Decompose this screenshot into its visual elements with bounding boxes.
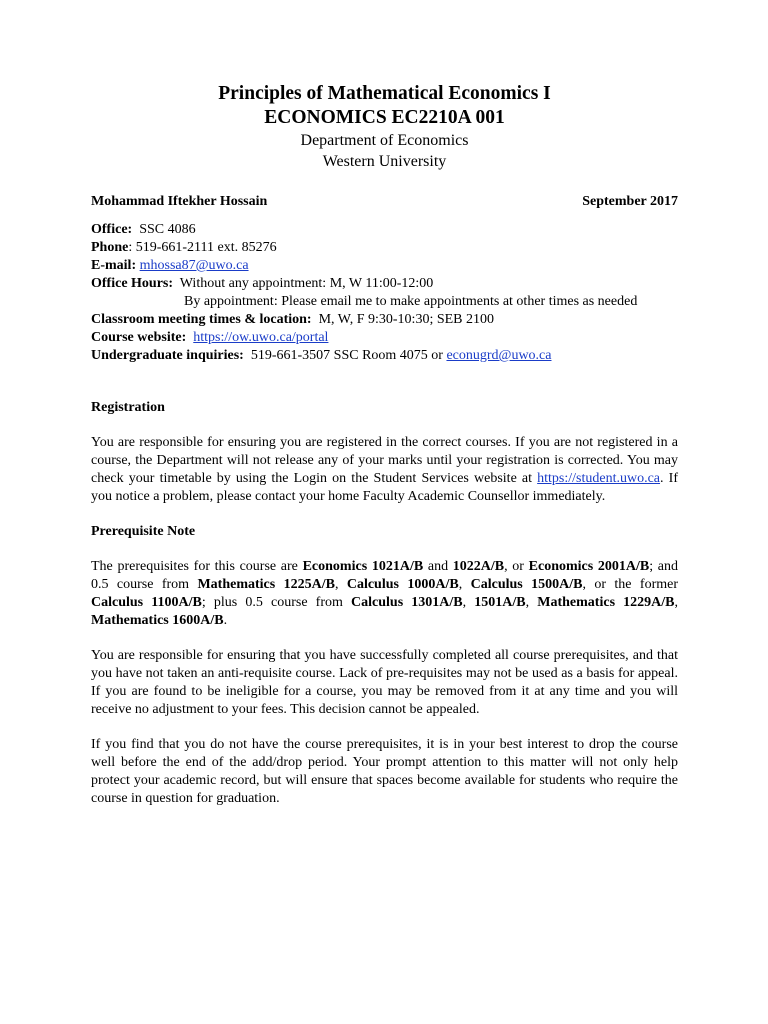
office-hours-label: Office Hours: bbox=[91, 276, 174, 291]
website-link[interactable]: https://ow.uwo.ca/portal bbox=[193, 330, 329, 345]
prerequisite-text: , bbox=[525, 595, 538, 610]
author-row bbox=[91, 193, 678, 211]
prerequisite-drop-paragraph: If you find that you do not have the course prerequisites, it is in your best interest to drop the course well before the end of the add/drop period. Your prompt attention to this matter will not only help protect your academic record, but will ensure that spaces become available for students who require the course in question for graduation. bbox=[91, 737, 678, 806]
inquiries-line bbox=[91, 347, 678, 365]
prerequisite-paragraph bbox=[91, 558, 678, 630]
prerequisite-text: , bbox=[458, 577, 471, 592]
phone-label: Phone bbox=[91, 240, 129, 255]
prerequisite-text: , or the former bbox=[582, 577, 679, 592]
website-line bbox=[91, 329, 678, 347]
prerequisite-text: ; plus 0.5 course from bbox=[201, 595, 352, 610]
course-code-reference: Mathematics 1225A/B bbox=[197, 577, 335, 592]
course-code-reference: Calculus 1000A/B bbox=[346, 577, 459, 592]
email-label: E-mail: bbox=[91, 258, 137, 273]
prerequisite-text: The prerequisites for this course are bbox=[91, 559, 303, 574]
prerequisite-heading: Prerequisite Note bbox=[91, 524, 196, 539]
email-link[interactable]: mhossa87@uwo.ca bbox=[139, 258, 249, 273]
prerequisite-text: . bbox=[223, 613, 228, 628]
website-label: Course website: bbox=[91, 330, 187, 345]
inquiries-email-link[interactable]: econugrd@uwo.ca bbox=[446, 348, 552, 363]
classroom-line bbox=[91, 311, 678, 329]
contact-info bbox=[91, 221, 678, 365]
registration-heading: Registration bbox=[91, 400, 165, 415]
registration-paragraph bbox=[91, 434, 678, 506]
prerequisite-text: and bbox=[423, 559, 453, 574]
department-name: Department of Economics bbox=[300, 132, 469, 149]
instructor-name: Mohammad Iftekher Hossain bbox=[91, 194, 268, 209]
course-code-reference: Economics 2001A/B bbox=[528, 559, 650, 574]
university-name: Western University bbox=[322, 153, 447, 170]
course-code-reference: Mathematics 1229A/B bbox=[537, 595, 675, 610]
office-hours-line bbox=[91, 275, 678, 293]
course-title: Principles of Mathematical Economics I bbox=[218, 83, 551, 104]
prerequisite-text: , bbox=[334, 577, 347, 592]
inquiries-value: 519-661-3507 SSC Room 4075 or bbox=[250, 348, 443, 363]
prerequisite-text: ; and 0.5 course from bbox=[91, 559, 679, 592]
office-hours-value: Without any appointment: M, W 11:00-12:00 bbox=[179, 276, 434, 291]
phone-line bbox=[91, 239, 678, 257]
registration-text-a: You are responsible for ensuring you are registered in the correct courses. If you are not registered in a course, the Department will not release any of your marks until your registration is corrected. You may check your timetable by using the Login on the Student Services website at bbox=[91, 435, 678, 486]
course-code-reference: Mathematics 1600A/B bbox=[91, 613, 224, 628]
email-line bbox=[91, 257, 678, 275]
course-code-reference: Calculus 1301A/B bbox=[351, 595, 463, 610]
course-code-reference: 1022A/B bbox=[452, 559, 505, 574]
office-value: SSC 4086 bbox=[139, 222, 196, 237]
prerequisite-text: , bbox=[462, 595, 475, 610]
classroom-label: Classroom meeting times & location: bbox=[91, 312, 312, 327]
inquiries-label: Undergraduate inquiries: bbox=[91, 348, 244, 363]
course-code: ECONOMICS EC2210A 001 bbox=[264, 107, 505, 128]
prerequisite-text: , or bbox=[504, 559, 529, 574]
phone-value: : 519-661-2111 ext. 85276 bbox=[128, 240, 277, 255]
course-code-reference: Economics 1021A/B bbox=[302, 559, 424, 574]
term-date: September 2017 bbox=[582, 194, 678, 209]
course-code-reference: 1501A/B bbox=[474, 595, 526, 610]
prerequisite-text: , bbox=[674, 595, 678, 610]
office-label: Office: bbox=[91, 222, 133, 237]
student-services-link[interactable]: https://student.uwo.ca bbox=[537, 471, 661, 486]
office-line bbox=[91, 221, 678, 239]
classroom-value: M, W, F 9:30-10:30; SEB 2100 bbox=[318, 312, 495, 327]
office-hours-appointment: By appointment: Please email me to make appointments at other times as needed bbox=[184, 294, 638, 309]
prerequisite-responsibility-paragraph: You are responsible for ensuring that you have successfully completed all course prerequisites, and that you have not taken an anti-requisite course. Lack of pre-requisites may not be used as a basis for appeal. If you are found to be ineligible for a course, you may be removed from it at any time and you will receive no adjustment to your fees. This decision cannot be appealed. bbox=[91, 648, 678, 717]
syllabus-page bbox=[91, 82, 678, 808]
course-code-reference: Calculus 1500A/B bbox=[470, 577, 583, 592]
course-code-reference: Calculus 1100A/B bbox=[91, 595, 202, 610]
registration-text-b: . If you notice a problem, please contact your home Faculty Academic Counsellor immediately. bbox=[91, 471, 678, 504]
